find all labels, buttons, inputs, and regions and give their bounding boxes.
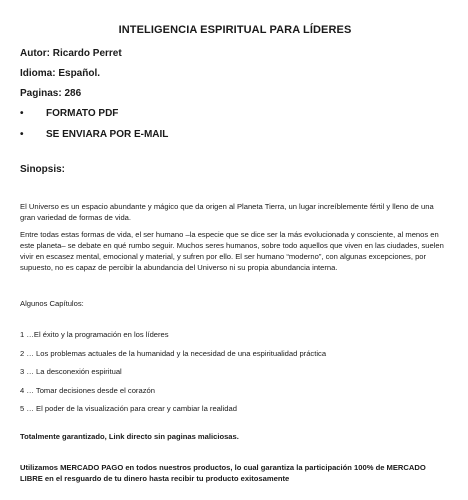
bullet-item xyxy=(20,129,450,140)
guarantee-note: Totalmente garantizado, Link directo sin paginas maliciosas. xyxy=(20,432,239,441)
chapter-item: 1 …El éxito y la programación en los líderes xyxy=(20,330,169,339)
bullet-text: FORMATO PDF xyxy=(46,108,119,119)
bullet-item xyxy=(20,108,450,119)
chapter-item: 3 … La desconexión espiritual xyxy=(20,367,122,376)
synopsis-heading: Sinopsis: xyxy=(20,164,66,175)
chapter-list xyxy=(20,330,450,413)
chapter-item: 2 … Los problemas actuales de la humanidad y la necesidad de una espiritualidad práctica xyxy=(20,348,327,358)
pages-line: Paginas: 286 xyxy=(20,88,82,99)
language-line: Idioma: Español. xyxy=(20,68,101,79)
bullet-text: SE ENVIARA POR E-MAIL xyxy=(46,129,169,140)
format-bullet-list xyxy=(20,108,450,140)
bullet-icon: • xyxy=(20,129,24,140)
bullet-icon: • xyxy=(20,108,24,119)
document-title: INTELIGENCIA ESPIRITUAL PARA LÍDERES xyxy=(118,24,352,36)
chapters-heading: Algunos Capítulos: xyxy=(20,299,84,308)
author-line: Autor: Ricardo Perret xyxy=(20,48,122,59)
synopsis-paragraph: El Universo es un espacio abundante y mágico que da origen al Planeta Tierra, un lugar increíblemente fértil y lleno de una gran variedad de formas de vida. xyxy=(20,202,434,222)
payment-note: Utilizamos MERCADO PAGO en todos nuestros productos, lo cual garantiza la participación 100% de MERCADO LIBRE en el resguardo de tu dinero hasta recibir tu producto exitosamente xyxy=(20,463,426,483)
chapter-item: 5 … El poder de la visualización para crear y cambiar la realidad xyxy=(20,404,237,413)
synopsis-paragraph: Entre todas estas formas de vida, el ser humano –la especie que se dice ser la más evolucionada y consciente, al menos en este planeta– se debate en qué rumbo seguir. Muchos seres humanos, sobre todo aquellos que viven en las ciudades, suelen vivir en escasez mental, emocional y material, y sufren por ello. El ser humano “moderno”, con algunas excepciones, por supuesto, no es capaz de percibir la abundancia del Universo ni su propia abundancia interna. xyxy=(20,230,444,272)
chapter-item: 4 … Tomar decisiones desde el corazón xyxy=(20,385,155,395)
